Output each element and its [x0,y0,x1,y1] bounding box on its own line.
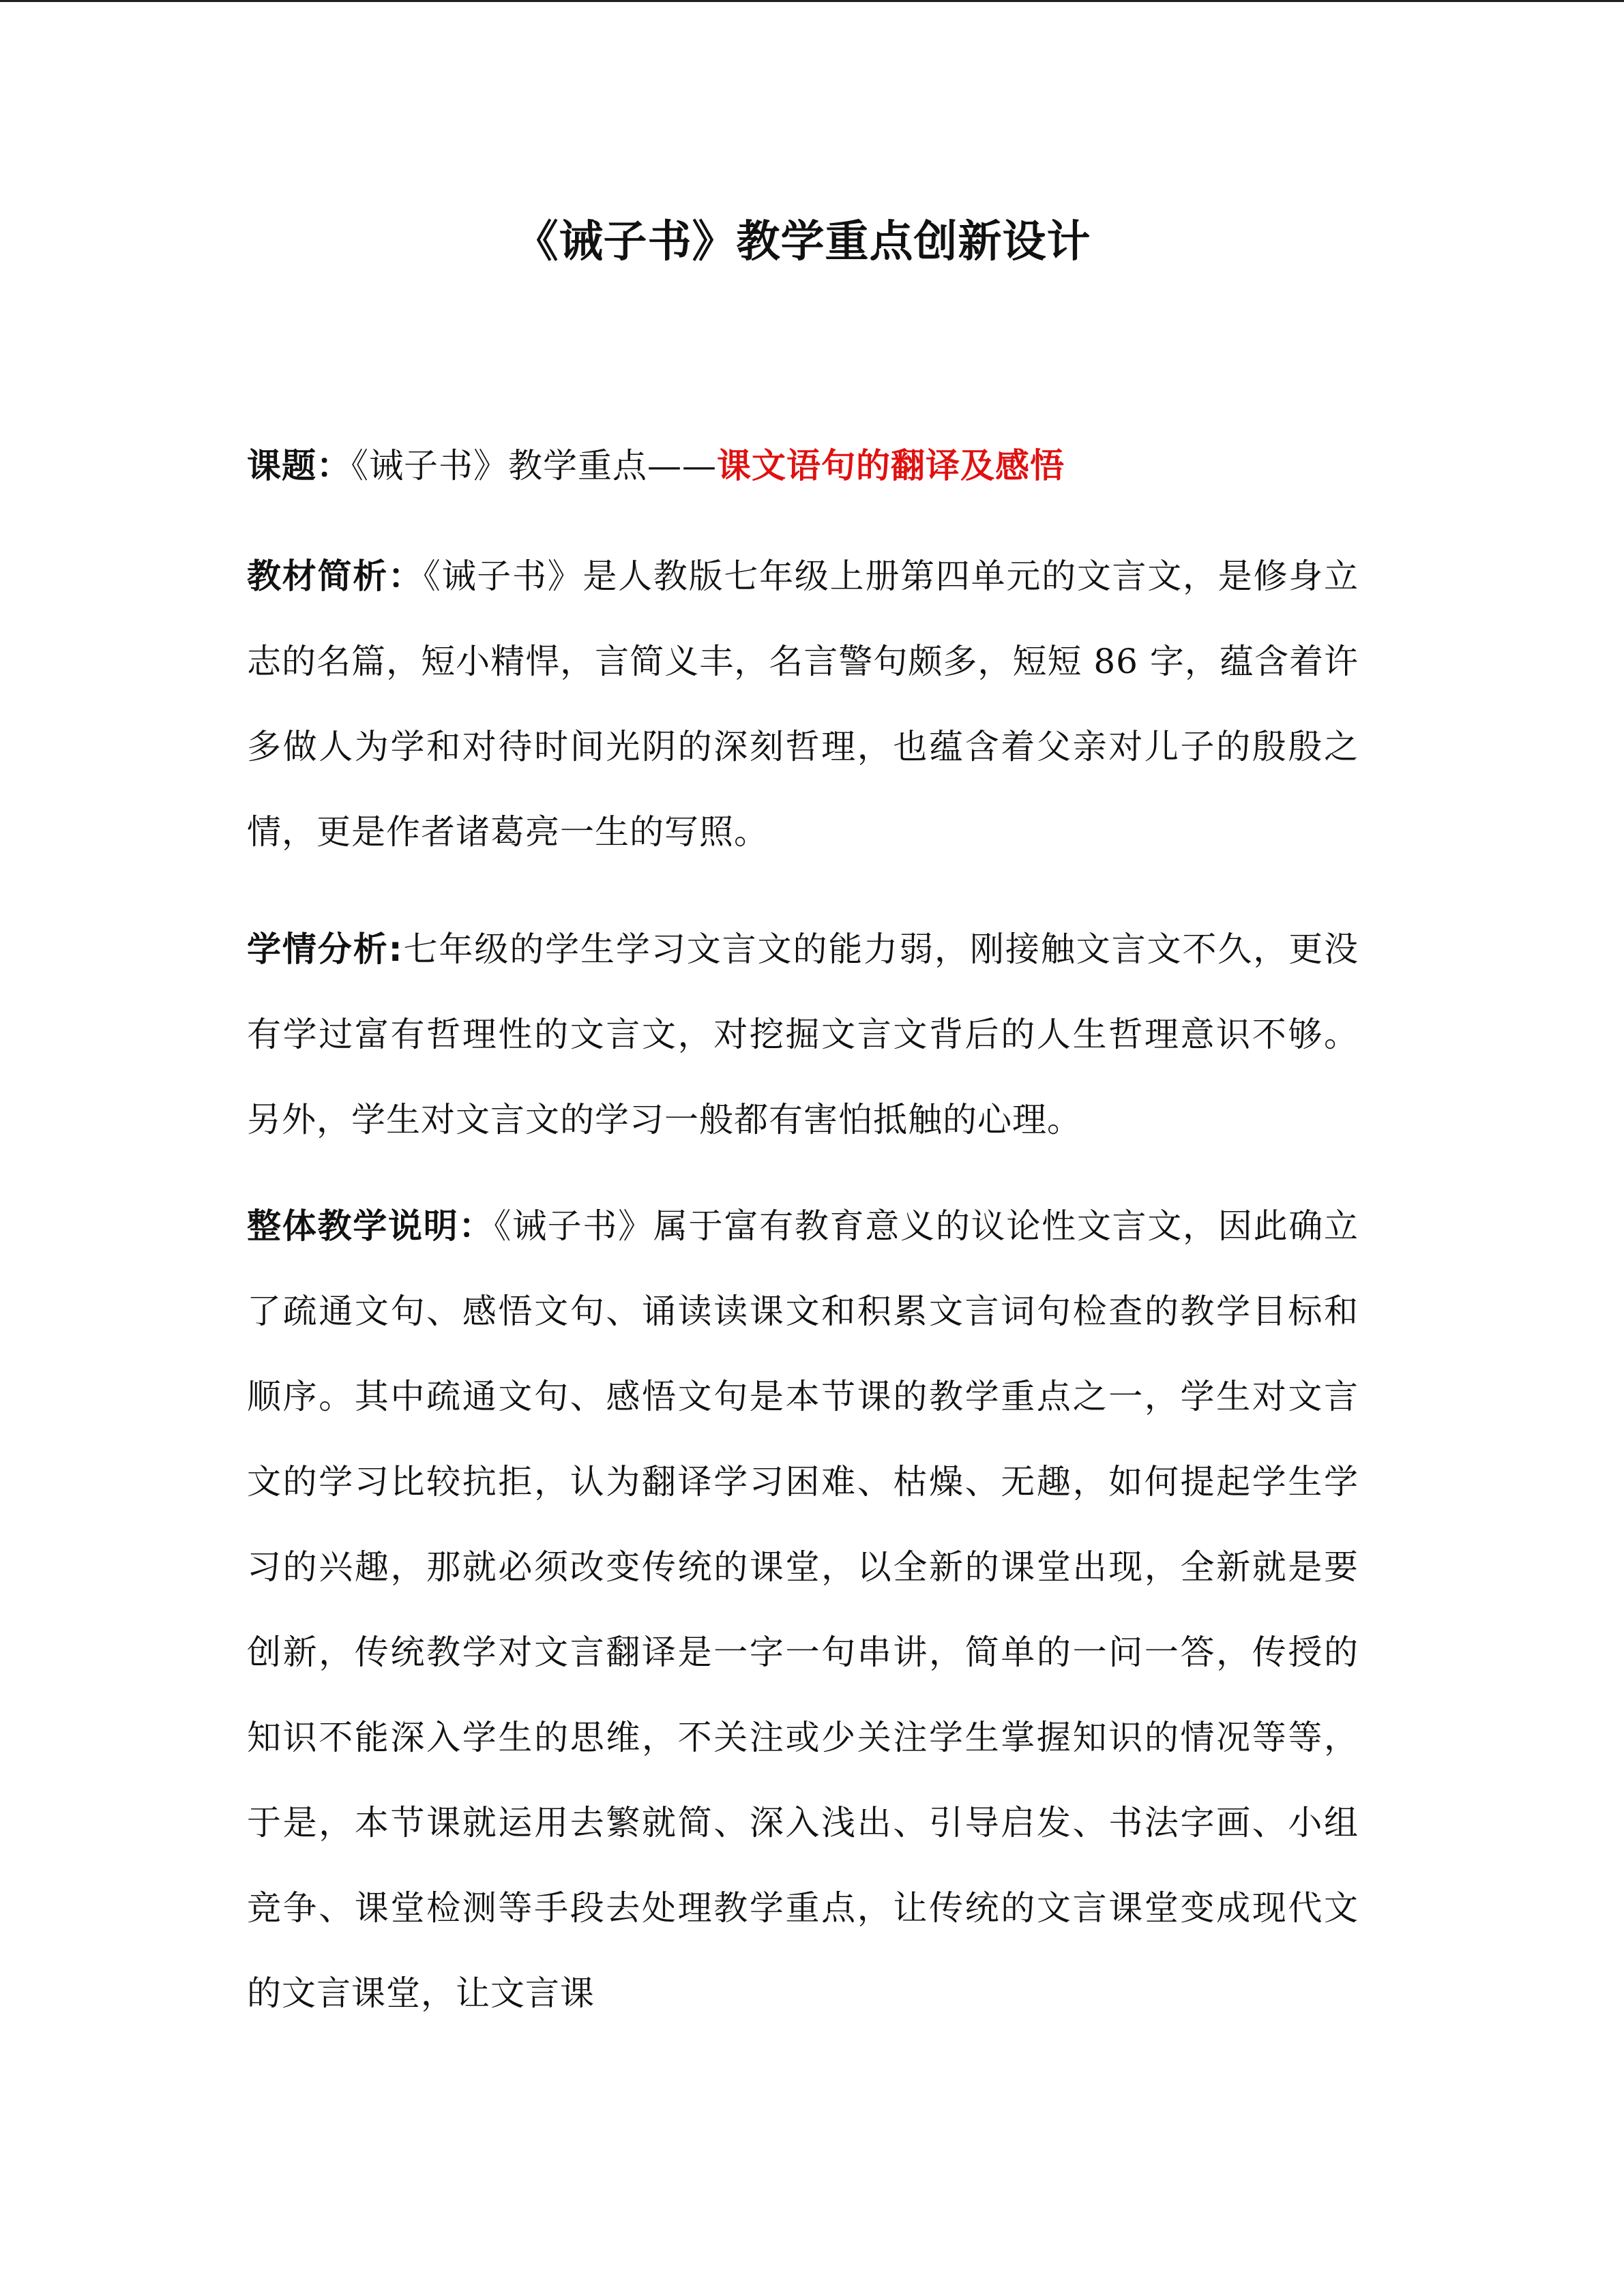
document-title: 《诫子书》教学重点创新设计 [514,217,1091,267]
topic-label: 课题： [247,446,351,486]
topic-text: 《诫子书》教学重点—— [351,446,717,486]
material-analysis-paragraph [247,534,1359,875]
material-text: 《诫子书》是人教版七年级上册第四单元的文言文，是修身立志的名篇，短小精悍，言简义丰，名言警句颇多，短短 86 字，蕴含着许多做人为学和对待时间光阴的深刻哲理，也蕴含着父亲对儿子的殷殷之情，更是作者诸葛亮一生的写照。 [247,556,1359,852]
overall-text: 《诫子书》属于富有教育意义的议论性文言文，因此确立了疏通文句、感悟文句、诵读读课文和积累文言词句检查的教学目标和顺序。其中疏通文句、感悟文句是本节课的教学重点之一，学生对文言文的学习比较抗拒，认为翻译学习困难、枯燥、无趣，如何提起学生学习的兴趣，那就必须改变传统的课堂，以全新的课堂出现，全新就是要创新，传统教学对文言翻译是一字一句串讲，简单的一问一答，传授的知识不能深入学生的思维，不关注或少关注学生掌握知识的情况等等，于是，本节课就运用去繁就简、深入浅出、引导启发、书法字画、小组竞争、课堂检测等手段去处理教学重点，让传统的文言课堂变成现代文的文言课堂，让文言课 [247,1206,1359,2013]
learner-label: 学情分析: [247,929,403,969]
overall-teaching-paragraph [247,1184,1359,2036]
learner-text: 七年级的学生学习文言文的能力弱，刚接触文言文不久，更没有学过富有哲理性的文言文，对挖掘文言文背后的人生哲理意识不够。另外，学生对文言文的学习一般都有害怕抵触的心理。 [247,929,1359,1139]
topic-paragraph [247,423,1359,509]
topic-highlight: 课文语句的翻译及感悟 [717,446,1065,486]
material-label: 教材简析： [247,556,424,596]
learner-analysis-paragraph [247,907,1359,1163]
overall-label: 整体教学说明： [247,1206,494,1246]
page-top-border [0,0,1624,2]
